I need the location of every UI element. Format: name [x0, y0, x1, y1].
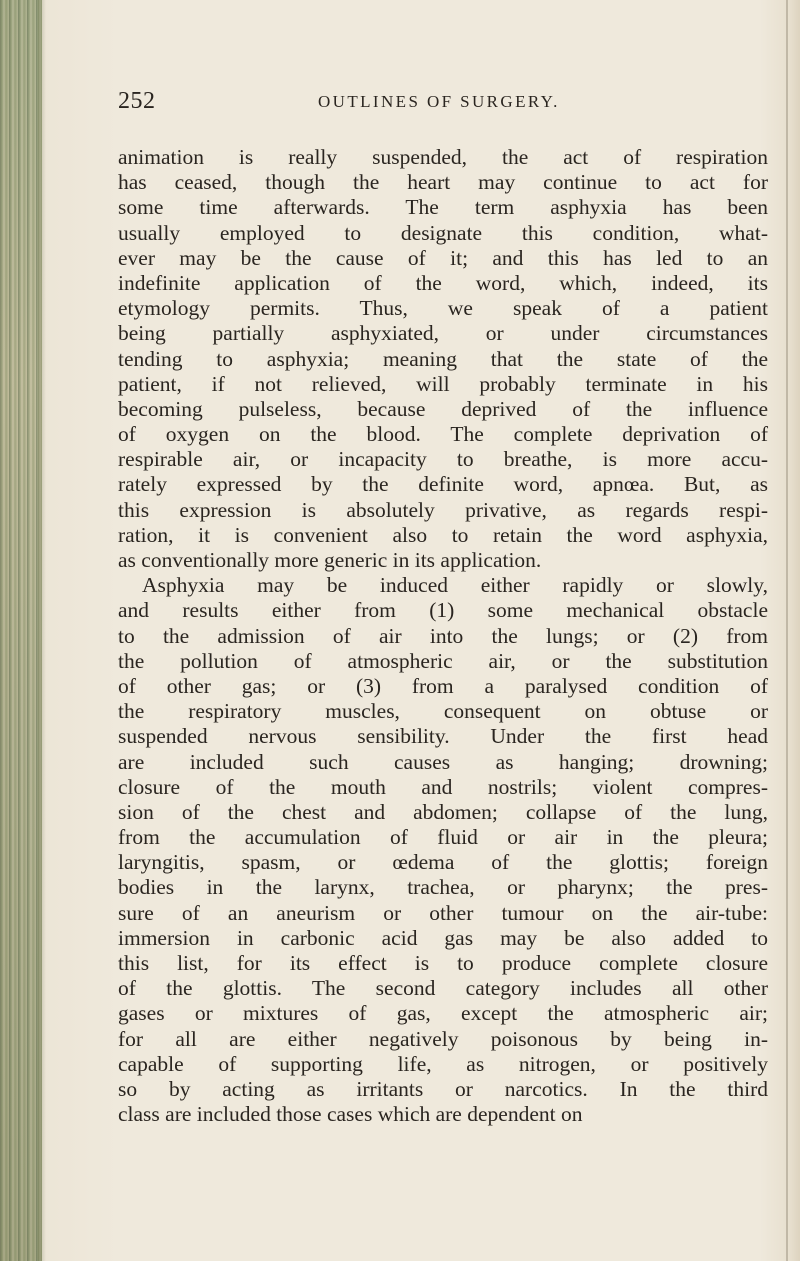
running-title: OUTLINES OF SURGERY. [318, 92, 560, 111]
text-line: etymology permits. Thus, we speak of a patient [118, 296, 768, 321]
page-edge [786, 0, 788, 1261]
text-line: animation is really suspended, the act of respiration [118, 145, 768, 169]
text-line: sion of the chest and abdomen; collapse of the lung, [118, 799, 768, 824]
text-line: patient, if not relieved, will probably terminate in his [118, 371, 768, 396]
page-header [118, 88, 758, 118]
text-line: gases or mixtures of gas, except the atmospheric air; [118, 1001, 768, 1026]
text-line: bodies in the larynx, trachea, or pharynx; the pres- [118, 875, 768, 900]
text-line: and results either from (1) some mechanical obstacle [118, 598, 768, 623]
text-line: some time afterwards. The term asphyxia has been [118, 195, 768, 220]
text-line: suspended nervous sensibility. Under the first head [118, 724, 768, 749]
text-line: ration, it is convenient also to retain the word asphyxia, [118, 522, 768, 547]
text-line: tending to asphyxia; meaning that the state of the [118, 346, 768, 371]
text-line: of oxygen on the blood. The complete deprivation of [118, 422, 768, 447]
text-line: of the glottis. The second category includes all other [118, 976, 768, 1001]
text-line: ever may be the cause of it; and this has led to an [118, 245, 768, 270]
text-line: of other gas; or (3) from a paralysed condition of [118, 673, 768, 698]
text-line: sure of an aneurism or other tumour on the air-tube: [118, 900, 768, 925]
text-line: the respiratory muscles, consequent on obtuse or [118, 699, 768, 724]
binding-shadow [38, 0, 46, 1261]
text-line: respirable air, or incapacity to breathe, is more accu- [118, 447, 768, 472]
text-line: has ceased, though the heart may continue to act for [118, 170, 768, 195]
text-line: laryngitis, spasm, or œdema of the glottis; foreign [118, 850, 768, 875]
page-number: 252 [118, 88, 156, 114]
text-line: usually employed to designate this condition, what- [118, 220, 768, 245]
text-line: Asphyxia may be induced either rapidly or slowly, [142, 573, 768, 598]
text-line: closure of the mouth and nostrils; violent compres- [118, 774, 768, 799]
text-line: immersion in carbonic acid gas may be also added to [118, 925, 768, 950]
text-line: as conventionally more generic in its application. [118, 548, 542, 572]
text-line: so by acting as irritants or narcotics. In the third [118, 1076, 768, 1101]
text-line: indefinite application of the word, which, indeed, its [118, 270, 768, 295]
text-line: to the admission of air into the lungs; or (2) from [118, 623, 768, 648]
page-binding [0, 0, 42, 1261]
text-line: class are included those cases which are dependent on [118, 1102, 583, 1127]
text-line: are included such causes as hanging; drowning; [118, 749, 768, 774]
text-line: being partially asphyxiated, or under circumstances [118, 321, 768, 346]
text-line: from the accumulation of fluid or air in the pleura; [118, 825, 768, 850]
text-line: becoming pulseless, because deprived of the influence [118, 396, 768, 421]
text-line: capable of supporting life, as nitrogen, or positively [118, 1051, 768, 1076]
text-line: the pollution of atmospheric air, or the substitution [118, 648, 768, 673]
text-line: this list, for its effect is to produce complete closure [118, 951, 768, 975]
text-line: for all are either negatively poisonous by being in- [118, 1026, 768, 1051]
body-text [118, 145, 768, 1127]
text-line: this expression is absolutely privative, as regards respi- [118, 497, 768, 522]
text-line: rately expressed by the definite word, apnœa. But, as [118, 472, 768, 497]
